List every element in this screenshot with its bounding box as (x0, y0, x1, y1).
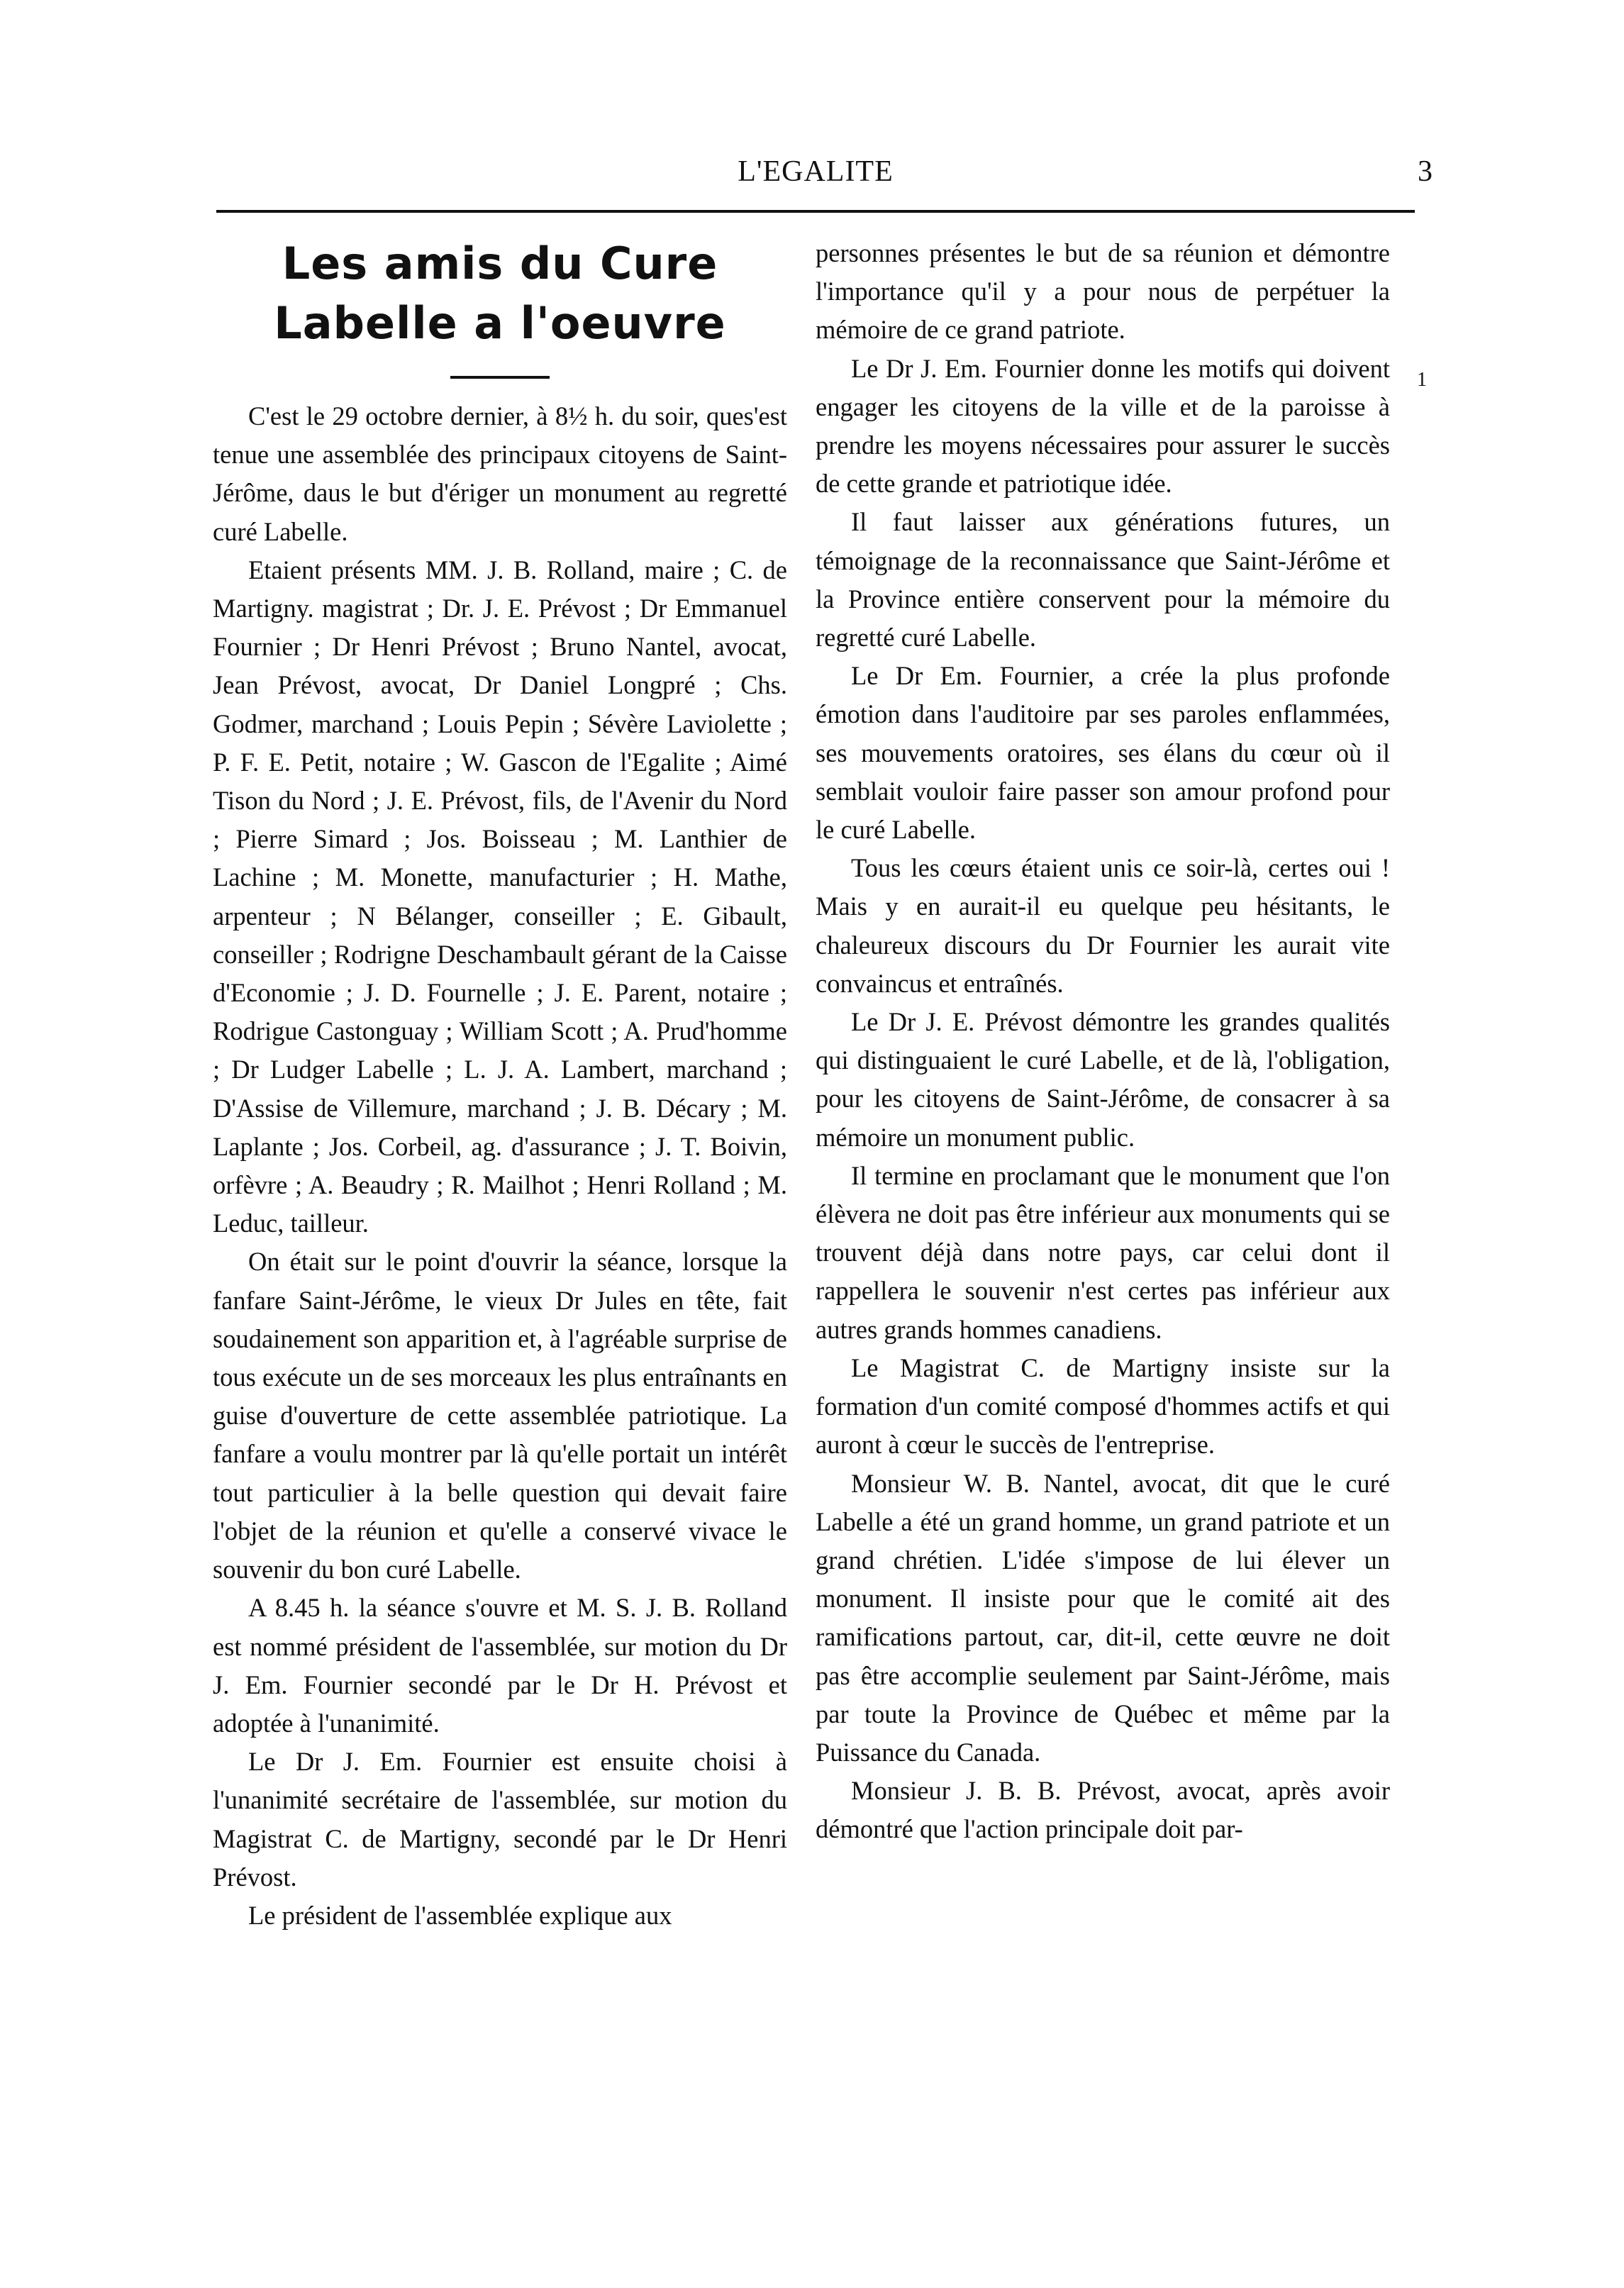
article-column-left (213, 234, 787, 1935)
article-paragraph: Le Magistrat C. de Martigny insiste sur la formation d'un comité composé d'hommes actifs et qui auront à cœur le succès de l'entreprise. (816, 1353, 1390, 1460)
title-rule (450, 376, 550, 379)
article-title: Les amis du Cure Labelle a l'oeuvre (274, 238, 726, 349)
running-head (0, 155, 1624, 197)
journal-title: L'EGALITE (738, 155, 894, 188)
margin-mark: 1 (1417, 369, 1427, 391)
article-column-right (816, 234, 1390, 1849)
article-paragraph: C'est le 29 octobre dernier, à 8½ h. du soir, ques'est tenue une assemblée des principaux citoyens de Saint-Jérôme, daus le but d'ériger un monument au regretté curé Labelle. (213, 401, 787, 546)
article-paragraph: Le Dr J. Em. Fournier est ensuite choisi à l'unanimité secrétaire de l'assemblée, sur motion du Magistrat C. de Martigny, secondé par le Dr Henri Prévost. (213, 1747, 787, 1892)
article-paragraph: On était sur le point d'ouvrir la séance, lorsque la fanfare Saint-Jérôme, le vieux Dr Jules en tête, fait soudainement son apparition et, à l'agréable surprise de tous exécute un de ses morceaux les plus entraînants en guise d'ouverture de cette assemblée patriotique. La fanfare a voulu montrer par là qu'elle portait un intérêt tout particulier à la belle question qui devait faire l'objet de la réunion et qu'elle a conservé vivace le souvenir du bon curé Labelle. (213, 1247, 787, 1584)
article-paragraph: Etaient présents MM. J. B. Rolland, maire ; C. de Martigny. magistrat ; Dr. J. E. Prévost ; Dr Emmanuel Fournier ; Dr Henri Prévost ; Bruno Nantel, avocat, Jean Prévost, avocat, Dr Daniel Longpré ; Chs. Godmer, marchand ; Louis Pepin ; Sévère Laviolette ; P. F. E. Petit, notaire ; W. Gascon de l'Egalite ; Aimé Tison du Nord ; J. E. Prévost, fils, de l'Avenir du Nord ; Pierre Simard ; Jos. Boisseau ; M. Lanthier de Lachine ; M. Monette, manufacturier ; H. Mathe, arpenteur ; N Bélanger, conseiller ; E. Gibault, conseiller ; Rodrigne Deschambault gérant de la Caisse d'Economie ; J. D. Fournelle ; J. E. Parent, notaire ; Rodrigue Castonguay ; William Scott ; A. Prud'homme ; Dr Ludger Labelle ; L. J. A. Lambert, marchand ; D'Assise de Villemure, marchand ; J. B. Décary ; M. Laplante ; Jos. Corbeil, ag. d'assurance ; J. T. Boivin, orfèvre ; A. Beaudry ; R. Mailhot ; Henri Rolland ; M. Leduc, tailleur. (213, 555, 787, 1238)
article-paragraph: Tous les cœurs étaient unis ce soir-là, certes oui ! Mais y en aurait-il eu quelque peu hésitants, le chaleureux discours du Dr Fournier les aurait vite convaincus et entraînés. (816, 853, 1390, 998)
article-paragraph: Il termine en proclamant que le monument que l'on élèvera ne doit pas être inférieur aux monuments qui se trouvent déjà dans notre pays, car celui dont il rappellera le souvenir n'est certes pas inférieur aux autres grands hommes canadiens. (816, 1160, 1390, 1344)
header-rule (216, 210, 1415, 213)
article-paragraph: Le Dr Em. Fournier, a crée la plus profonde émotion dans l'auditoire par ses paroles enflammées, ses mouvements oratoires, ses élans du cœur où il semblait vouloir faire passer son amour profond pour le curé Labelle. (816, 661, 1390, 845)
article-paragraph: Il faut laisser aux générations futures, un témoignage de la reconnaissance que Saint-Jérôme et la Province entière conservent pour la mémoire du regretté curé Labelle. (816, 507, 1390, 652)
article-paragraph: Monsieur W. B. Nantel, avocat, dit que le curé Labelle a été un grand homme, un grand patriote et un grand chrétien. L'idée s'impose de lui élever un monument. Il insiste pour que le comité ait des ramifications partout, car, dit-il, cette œuvre ne doit pas être accomplie seulement par Saint-Jérôme, mais par toute la Province de Québec et même par la Puissance du Canada. (816, 1468, 1390, 1767)
article-paragraph: Monsieur J. B. B. Prévost, avocat, après avoir démontré que l'action principale doit par- (816, 1776, 1390, 1844)
article-paragraph: Le Dr J. E. Prévost démontre les grandes qualités qui distinguaient le curé Labelle, et de là, l'obligation, pour les citoyens de Saint-Jérôme, de consacrer à sa mémoire un monument public. (816, 1007, 1390, 1152)
article-paragraph: A 8.45 h. la séance s'ouvre et M. S. J. B. Rolland est nommé président de l'assemblée, sur motion du Dr J. Em. Fournier secondé par le Dr H. Prévost et adoptée à l'unanimité. (213, 1593, 787, 1738)
page-number: 3 (1418, 155, 1433, 188)
article-paragraph: Le Dr J. Em. Fournier donne les motifs qui doivent engager les citoyens de la ville et de la paroisse à prendre les moyens nécessaires pour assurer le succès de cette grande et patriotique idée. (816, 353, 1390, 499)
article-paragraph: Le président de l'assemblée explique aux (248, 1900, 672, 1930)
article-paragraph: personnes présentes le but de sa réunion et démontre l'importance qu'il y a pour nous de perpétuer la mémoire de ce grand patriote. (816, 238, 1390, 345)
